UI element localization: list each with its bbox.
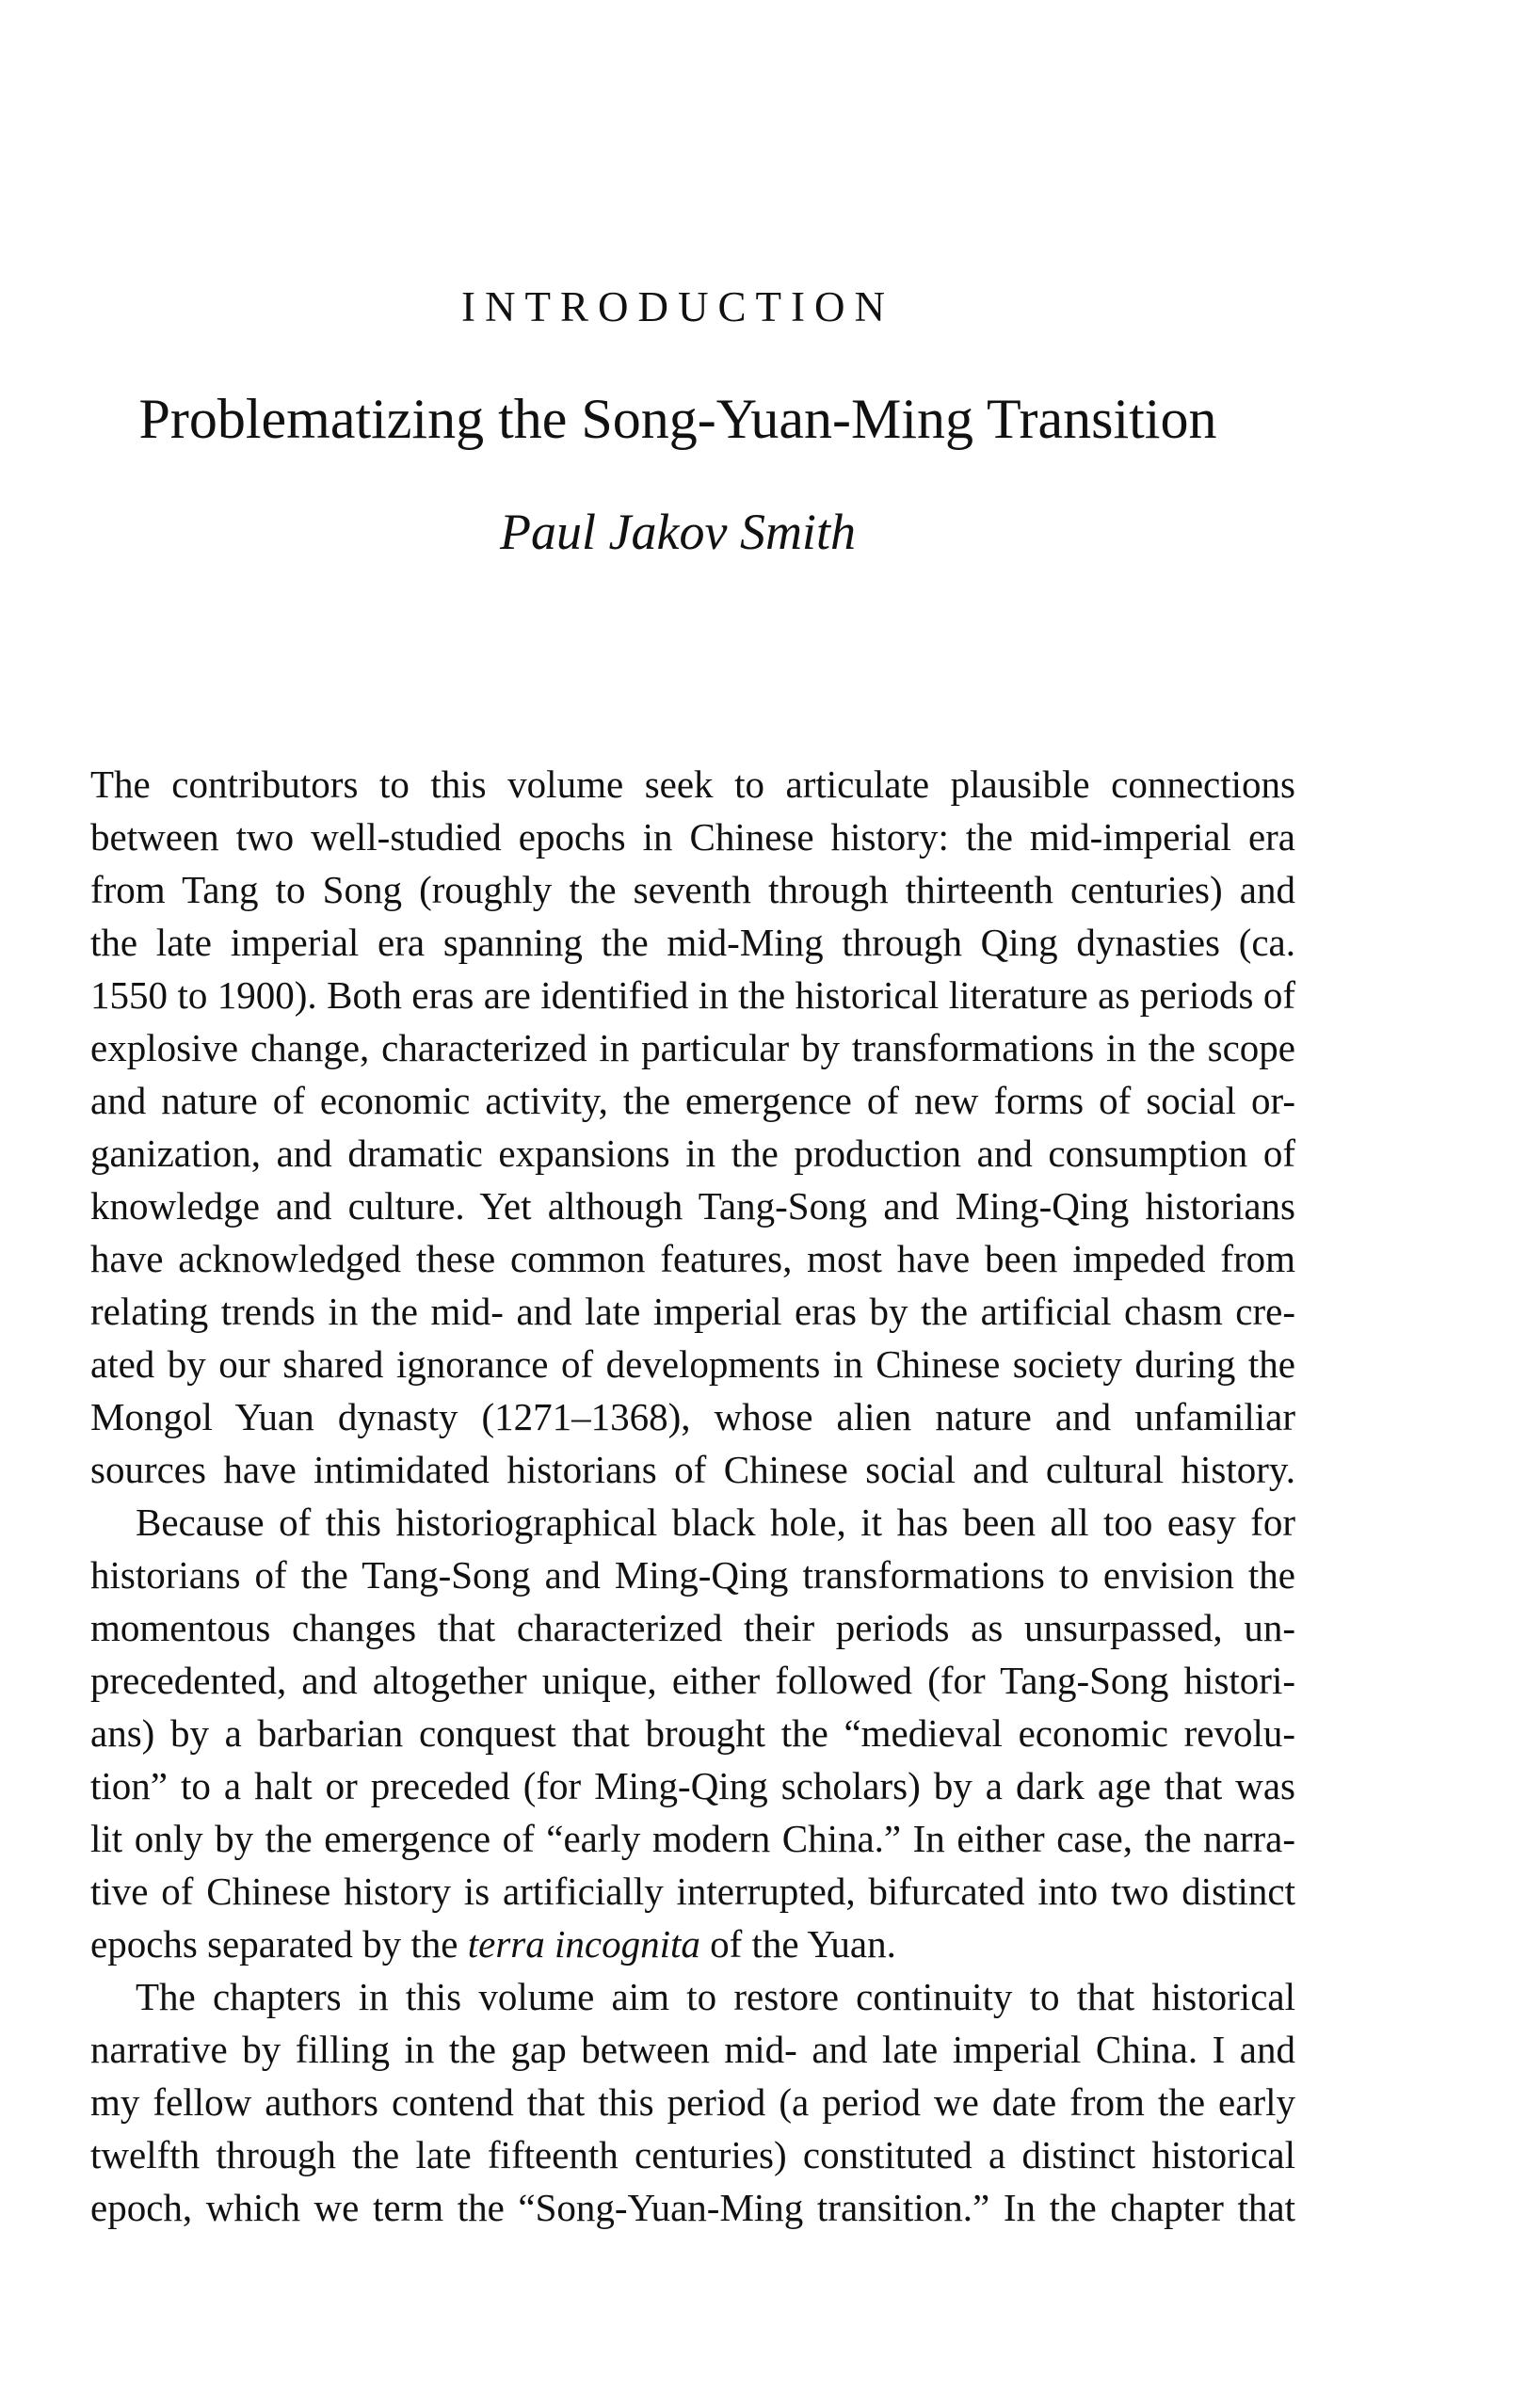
text-line: 1550 to 1900). Both eras are identified in the historical literature as periods of bbox=[90, 973, 1295, 1017]
text-line bbox=[90, 1918, 1295, 1970]
text-line: tive of Chinese history is artificially interrupted, bifurcated into two distinct bbox=[90, 1870, 1295, 1913]
text-line: Mongol Yuan dynasty (1271–1368), whose alien nature and unfamiliar bbox=[90, 1395, 1295, 1438]
text-line: twelfth through the late fifteenth centuries) constituted a distinct historical bbox=[90, 2133, 1295, 2176]
text-line: momentous changes that characterized their periods as unsurpassed, un- bbox=[90, 1606, 1295, 1649]
text-line: ganization, and dramatic expansions in the production and consumption of bbox=[90, 1132, 1295, 1175]
text-line: relating trends in the mid- and late imperial eras by the artificial chasm cre- bbox=[90, 1290, 1295, 1333]
text-line: ans) by a barbarian conquest that brought the “medieval economic revolu- bbox=[90, 1711, 1295, 1755]
text-line: The contributors to this volume seek to articulate plausible connections bbox=[90, 763, 1295, 806]
text-line: sources have intimidated historians of Chinese social and cultural history. bbox=[90, 1448, 1295, 1491]
text-line: historians of the Tang-Song and Ming-Qing transformations to envision the bbox=[90, 1553, 1295, 1597]
text-line: narrative by filling in the gap between mid- and late imperial China. I and bbox=[90, 2028, 1295, 2071]
text-line: epoch, which we term the “Song-Yuan-Ming transition.” In the chapter that bbox=[90, 2186, 1295, 2229]
text-line: my fellow authors contend that this period (a period we date from the early bbox=[90, 2080, 1295, 2124]
text-line: have acknowledged these common features, most have been impeded from bbox=[90, 1237, 1295, 1280]
body-text bbox=[90, 758, 1295, 2234]
chapter-title: Problematizing the Song-Yuan-Ming Transition bbox=[138, 388, 1217, 450]
chapter-label: INTRODUCTION bbox=[461, 283, 894, 330]
text-line: explosive change, characterized in particular by transformations in the scope bbox=[90, 1026, 1295, 1069]
text-span: of the Yuan. bbox=[699, 1922, 896, 1966]
text-line: precedented, and altogether unique, either followed (for Tang-Song histori- bbox=[90, 1659, 1295, 1702]
text-line: between two well-studied epochs in Chinese history: the mid-imperial era bbox=[90, 815, 1295, 859]
text-span: epochs separated by the bbox=[90, 1922, 468, 1966]
italic-phrase: terra incognita bbox=[467, 1922, 700, 1966]
text-line: tion” to a halt or preceded (for Ming-Qing scholars) by a dark age that was bbox=[90, 1764, 1295, 1807]
text-line: from Tang to Song (roughly the seventh through thirteenth centuries) and bbox=[90, 868, 1295, 911]
text-line: Because of this historiographical black hole, it has been all too easy for bbox=[136, 1501, 1295, 1544]
text-line: ated by our shared ignorance of developments in Chinese society during the bbox=[90, 1342, 1295, 1386]
chapter-author: Paul Jakov Smith bbox=[500, 504, 856, 560]
text-line: and nature of economic activity, the emergence of new forms of social or- bbox=[90, 1079, 1295, 1122]
text-line: The chapters in this volume aim to restore continuity to that historical bbox=[136, 1975, 1295, 2018]
text-line: lit only by the emergence of “early modern China.” In either case, the narra- bbox=[90, 1817, 1295, 1860]
text-line: the late imperial era spanning the mid-Ming through Qing dynasties (ca. bbox=[90, 921, 1295, 964]
text-line: knowledge and culture. Yet although Tang-Song and Ming-Qing historians bbox=[90, 1184, 1295, 1228]
